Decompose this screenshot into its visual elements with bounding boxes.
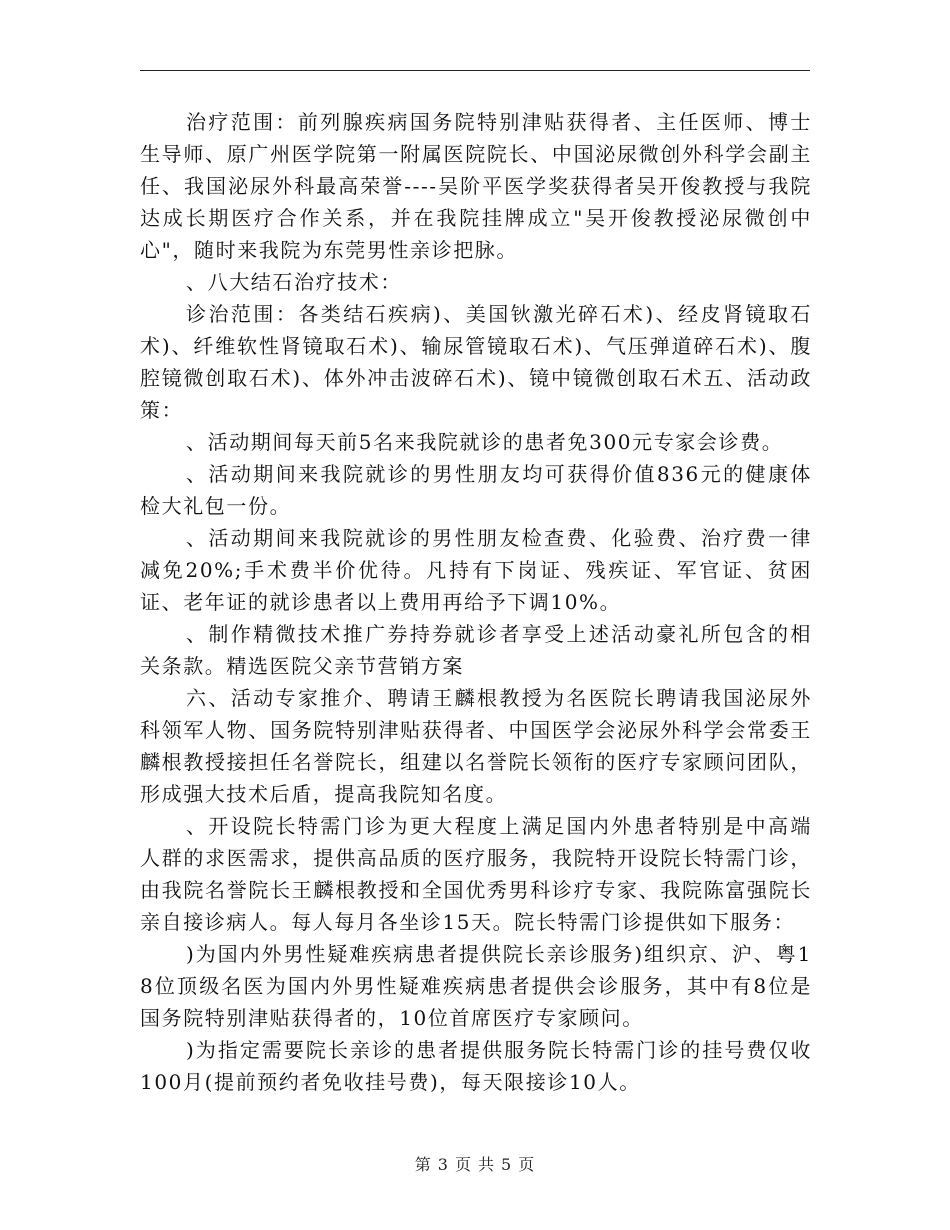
paragraph-policy-discounts: 、活动期间来我院就诊的男性朋友检查费、化验费、治疗费一律减免20%;手术费半价优待。凡持有下岗证、残疾证、军官证、贫困证、老年证的就诊患者以上费用再给予下调10%。 bbox=[140, 526, 812, 614]
paragraph-treatment-scope: 治疗范围：前列腺疾病国务院特别津贴获得者、主任医师、博士生导师、原广州医学院第一附属医院院长、中国泌尿微创外科学会副主任、我国泌尿外科最高荣誉----吴阶平医学奖获得者吴开俊教授与我院达成长期医疗合作关系，并在我院挂牌成立"吴开俊教授泌尿微创中心"，随时来我院为东莞男性亲诊把脉。 bbox=[140, 110, 812, 262]
footer-page-prefix: 第 bbox=[414, 1155, 432, 1174]
header-rule bbox=[140, 70, 810, 71]
page-footer bbox=[0, 1152, 950, 1175]
paragraph-policy-coupon: 、制作精微技术推广券持券就诊者享受上述活动豪礼所包含的相关条款。精选医院父亲节营销方案 bbox=[140, 622, 812, 678]
paragraph-policy-health-package: 、活动期间来我院就诊的男性朋友均可获得价值836元的健康体检大礼包一份。 bbox=[140, 462, 812, 518]
paragraph-policy-consultation-fee: 、活动期间每天前5名来我院就诊的患者免300元专家会诊费。 bbox=[186, 430, 784, 454]
paragraph-expert-introduction: 六、活动专家推介、聘请王麟根教授为名医院长聘请我国泌尿外科领军人物、国务院特别津贴获得者、中国医学会泌尿外科学会常委王麟根教授接担任名誉院长，组建以名誉院长领衔的医疗专家顾问团队，形成强大技术后盾，提高我院知名度。 bbox=[140, 686, 812, 806]
footer-page-current: 3 bbox=[437, 1155, 449, 1174]
document-body bbox=[140, 106, 812, 1098]
paragraph-stone-techniques-heading: 、八大结石治疗技术： bbox=[186, 270, 402, 294]
footer-page-suffix: 页 bbox=[518, 1155, 536, 1174]
footer-page-mid: 页 共 bbox=[454, 1155, 496, 1174]
paragraph-stone-treatment-scope: 诊治范围：各类结石疾病)、美国钬激光碎石术)、经皮肾镜取石术)、纤维软性肾镜取石术)、输尿管镜取石术)、气压弹道碎石术)、腹腔镜微创取石术)、体外冲击波碎石术)、镜中镜微创取石术五、活动政策： bbox=[140, 302, 812, 422]
paragraph-dean-clinic: 、开设院长特需门诊为更大程度上满足国内外患者特别是中高端人群的求医需求，提供高品质的医疗服务，我院特开设院长特需门诊，由我院名誉院长王麟根教授和全国优秀男科诊疗专家、我院陈富强院长亲自接诊病人。每人每月各坐诊15天。院长特需门诊提供如下服务： bbox=[140, 814, 812, 934]
paragraph-dean-service-2: )为指定需要院长亲诊的患者提供服务院长特需门诊的挂号费仅收100月(提前预约者免收挂号费)，每天限接诊10人。 bbox=[140, 1038, 812, 1094]
paragraph-dean-service-1: )为国内外男性疑难疾病患者提供院长亲诊服务)组织京、沪、粤18位顶级名医为国内外男性疑难疾病患者提供会诊服务，其中有8位是国务院特别津贴获得者的，10位首席医疗专家顾问。 bbox=[140, 942, 812, 1030]
footer-page-total: 5 bbox=[501, 1155, 513, 1174]
